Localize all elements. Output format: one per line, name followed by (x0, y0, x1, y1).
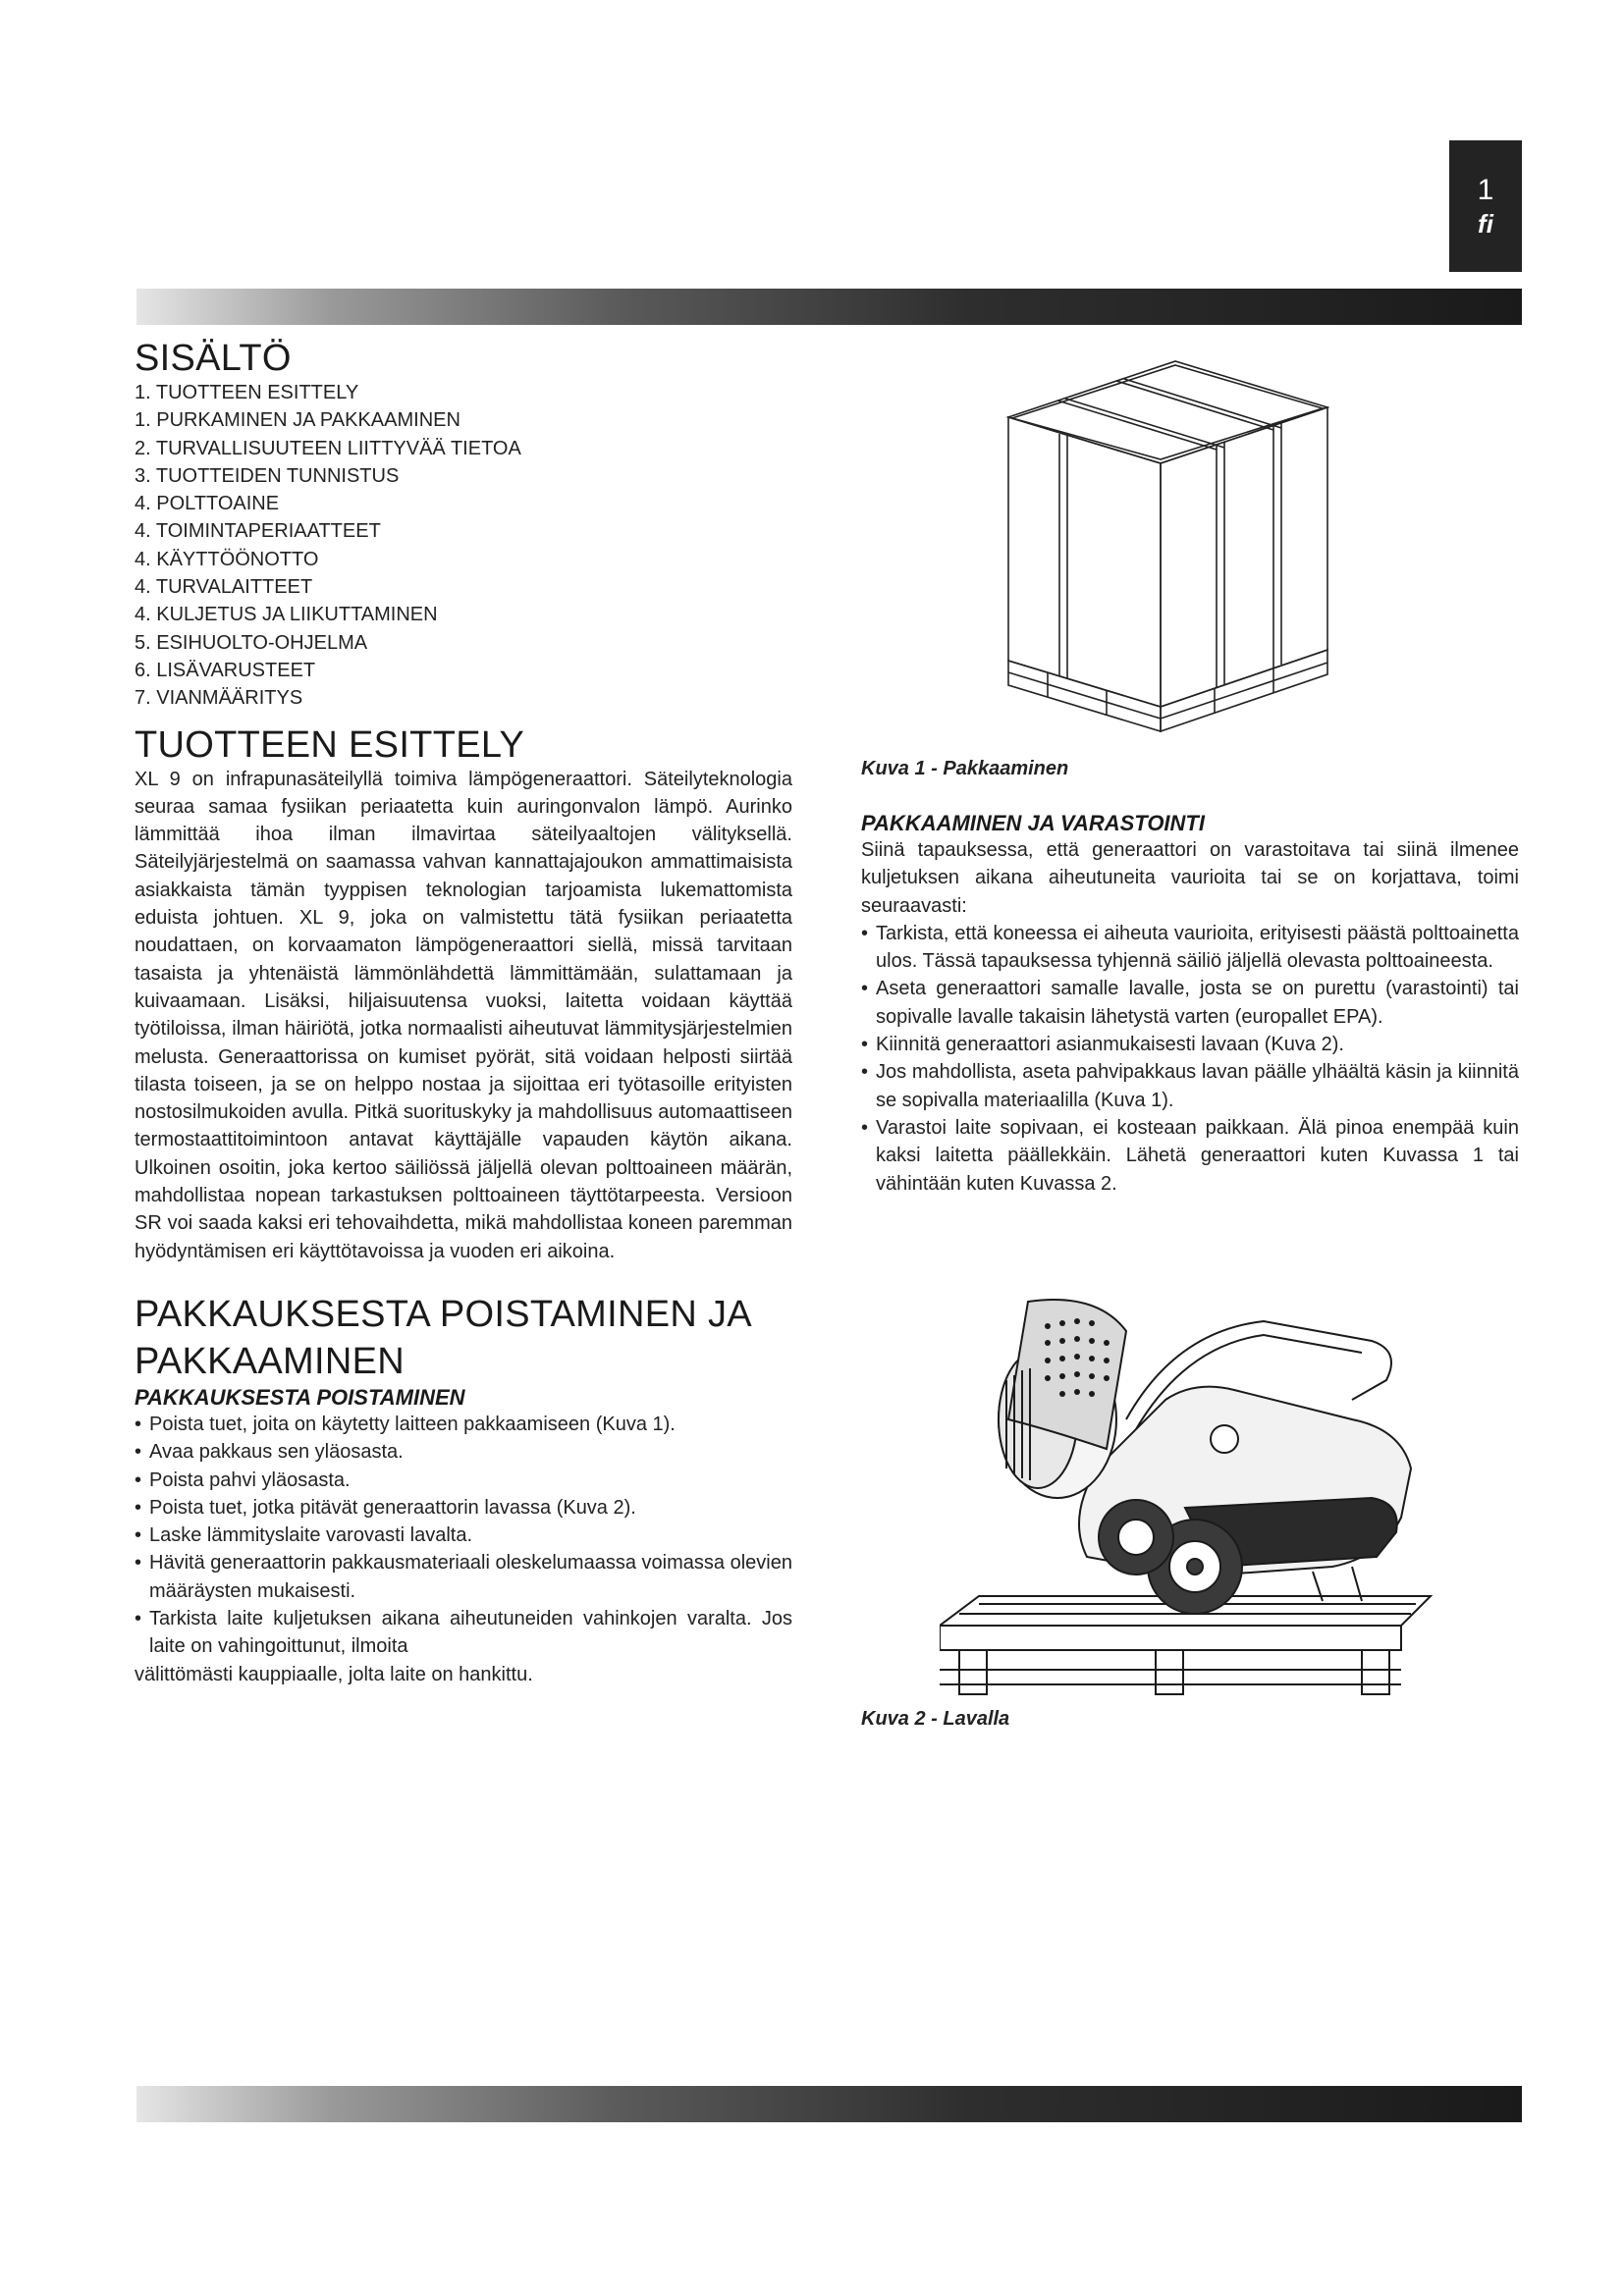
storage-list (861, 920, 1519, 1198)
bullet-marker: • (135, 1552, 142, 1575)
bullet-text: Aseta generaattori samalle lavalle, josta se on purettu (varastointi) tai sopivalle lavalle takaisin lähetystä varten (europallet EPA). (876, 978, 1519, 1028)
table-of-contents (135, 379, 792, 713)
toc-item: 4. KÄYTTÖÖNOTTO (135, 548, 319, 570)
figure-1-caption: Kuva 1 - Pakkaaminen (861, 758, 1069, 779)
figure-1 (861, 344, 1519, 780)
bullet-item (135, 1467, 792, 1494)
toc-item: 6. LISÄVARUSTEET (135, 659, 316, 681)
storage-intro: Siinä tapauksessa, että generaattori on varastoitava tai siinä ilmenee kuljetuksen aikana aiheutuneita vaurioita tai se on korjattava, toimi seuraavasti: (861, 839, 1519, 917)
footer-gradient-bar (136, 2086, 1522, 2122)
unpacking-title: PAKKAUKSESTA POISTAMINEN JA PAKKAAMINEN (135, 1293, 750, 1382)
bullet-marker: • (135, 1441, 142, 1464)
bullet-text: Varastoi laite sopivaan, ei kosteaan paikkaan. Älä pinoa enempää kuin kaksi laitetta päällekkäin. Lähetä generaattori kuten Kuvassa 1 tai vähintään kuten Kuvassa 2. (876, 1116, 1519, 1195)
bullet-item (861, 1114, 1519, 1198)
intro-text: XL 9 on infrapunasäteilyllä toimiva lämpögeneraattori. Säteilyteknologia seuraa samaa fysiikan periaatetta kuin auringonvalon lämpö. Aurinko lämmittää ihoa ilman ilmavirtaa säteilyaaltojen välityksellä. Säteilyjärjestelmä on saamassa vahvan kannattajajoukon ammattimaisista asiakkaista tämän tyyppisen teknologian tarjoamista lukemattomista eduista johtuen. XL 9, joka on valmistettu tätä fysiikan periaatetta noudattaen, on korvaamaton lämpögeneraattori siellä, missä tarvitaan tasaista ja yhtenäistä lämmönlähdettä lämmittämään, sulattamaan ja kuivaamaan. Lisäksi, hiljaisuutensa vuoksi, laitetta voidaan käyttää työtiloissa, ilman häiriötä, jotka normaalisti aiheutuvat lämmitysjärjestelmien melusta. Generaattorissa on kumiset pyörät, sitä voidaan helposti siirtää tilasta toiseen, ja se on helppo nostaa ja sijoittaa eri työtasoille erityisten nostosilmukoiden avulla. Pitkä suorituskyky ja mahdollisuus automaattiseen termostaattitoimintoon antavat käyttäjälle vapauden käytön aikana. Ulkoinen osoitin, joka kertoo säiliössä jäljellä olevan polttoaineen määrän, mahdollistaa nopean tarkastuksen polttoaineen täyttötarpeesta. Versioon SR voi saada kaksi eri tehovaihdetta, mikä mahdollistaa koneen paremman hyödyntämisen eri käyttötavoissa ja vuoden eri aikoina. (135, 768, 792, 1262)
bullet-marker: • (861, 1061, 869, 1084)
bullet-text: Tarkista laite kuljetuksen aikana aiheutuneiden vahinkojen varalta. Jos laite on vahingoittunut, ilmoita (149, 1607, 792, 1658)
figure-2-caption: Kuva 2 - Lavalla (861, 1708, 1010, 1730)
bullet-item (861, 1058, 1519, 1114)
bullet-text: Poista tuet, jotka pitävät generaattorin lavassa (Kuva 2). (149, 1496, 636, 1519)
toc-item: 4. TOIMINTAPERIAATTEET (135, 520, 381, 543)
language-code: fi (1478, 209, 1493, 239)
bullet-marker: • (135, 1607, 142, 1629)
unpacking-list (135, 1411, 792, 1661)
storage-subtitle: PAKKAAMINEN JA VARASTOINTI (861, 811, 1205, 835)
unpacking-subtitle: PAKKAUKSESTA POISTAMINEN (135, 1384, 465, 1410)
bullet-marker: • (861, 1034, 869, 1056)
storage-section (861, 811, 1519, 1198)
bullet-item (135, 1438, 792, 1466)
bullet-item (135, 1411, 792, 1438)
packaging-box-illustration (989, 344, 1401, 756)
bullet-item (135, 1549, 792, 1605)
bullet-marker: • (135, 1524, 142, 1547)
bullet-marker: • (135, 1496, 142, 1519)
toc-item: 4. TURVALAITTEET (135, 576, 313, 599)
toc-item: 1. PURKAMINEN JA PAKKAAMINEN (135, 409, 460, 432)
bullet-marker: • (861, 978, 869, 1000)
bullet-text: Hävitä generaattorin pakkausmateriaali oleskelumaassa voimassa olevien määräysten mukaisesti. (149, 1552, 792, 1602)
bullet-item (135, 1522, 792, 1549)
toc-item: 7. VIANMÄÄRITYS (135, 687, 303, 710)
toc-item: 2. TURVALLISUUTEEN LIITTYVÄÄ TIETOA (135, 437, 521, 459)
bullet-text: Laske lämmityslaite varovasti lavalta. (149, 1524, 473, 1547)
bullet-item (861, 920, 1519, 976)
toc-item: 1. TUOTTEEN ESITTELY (135, 382, 359, 403)
intro-title: TUOTTEEN ESITTELY (135, 723, 525, 766)
heater-on-pallet-illustration (940, 1272, 1450, 1704)
bullet-item (135, 1605, 792, 1661)
toc-title: SISÄLTÖ (135, 338, 292, 379)
toc-item: 4. POLTTOAINE (135, 493, 280, 515)
bullet-item (135, 1494, 792, 1522)
bullet-item (861, 1031, 1519, 1058)
toc-item: 5. ESIHUOLTO-OHJELMA (135, 631, 368, 654)
page-number: 1 (1477, 174, 1494, 206)
bullet-marker: • (135, 1413, 142, 1435)
bullet-text: Tarkista, että koneessa ei aiheuta vaurioita, erityisesti päästä polttoainetta ulos. Tässä tapauksessa tyhjennä säiliö jäljellä olevasta polttoaineesta. (876, 922, 1519, 973)
toc-item: 4. KULJETUS JA LIIKUTTAMINEN (135, 604, 438, 626)
figure-2 (861, 1272, 1519, 1731)
bullet-marker: • (861, 1116, 869, 1139)
bullet-text: Poista tuet, joita on käytetty laitteen pakkaamiseen (Kuva 1). (149, 1413, 676, 1435)
bullet-marker: • (861, 922, 869, 944)
header-gradient-bar (136, 289, 1522, 325)
bullet-text: Jos mahdollista, aseta pahvipakkaus lavan päälle ylhäältä käsin ja kiinnitä se sopivalla materiaalilla (Kuva 1). (876, 1061, 1519, 1111)
bullet-text: Kiinnitä generaattori asianmukaisesti lavaan (Kuva 2). (876, 1034, 1344, 1056)
page-number-tab (1449, 140, 1522, 272)
bullet-item (861, 975, 1519, 1031)
unpacking-trailing-text: välittömästi kauppiaalle, jolta laite on hankittu. (135, 1663, 533, 1685)
bullet-text: Poista pahvi yläosasta. (149, 1468, 351, 1491)
bullet-text: Avaa pakkaus sen yläosasta. (149, 1441, 404, 1464)
toc-item: 3. TUOTTEIDEN TUNNISTUS (135, 464, 400, 487)
bullet-marker: • (135, 1468, 142, 1491)
left-column (135, 338, 792, 1688)
